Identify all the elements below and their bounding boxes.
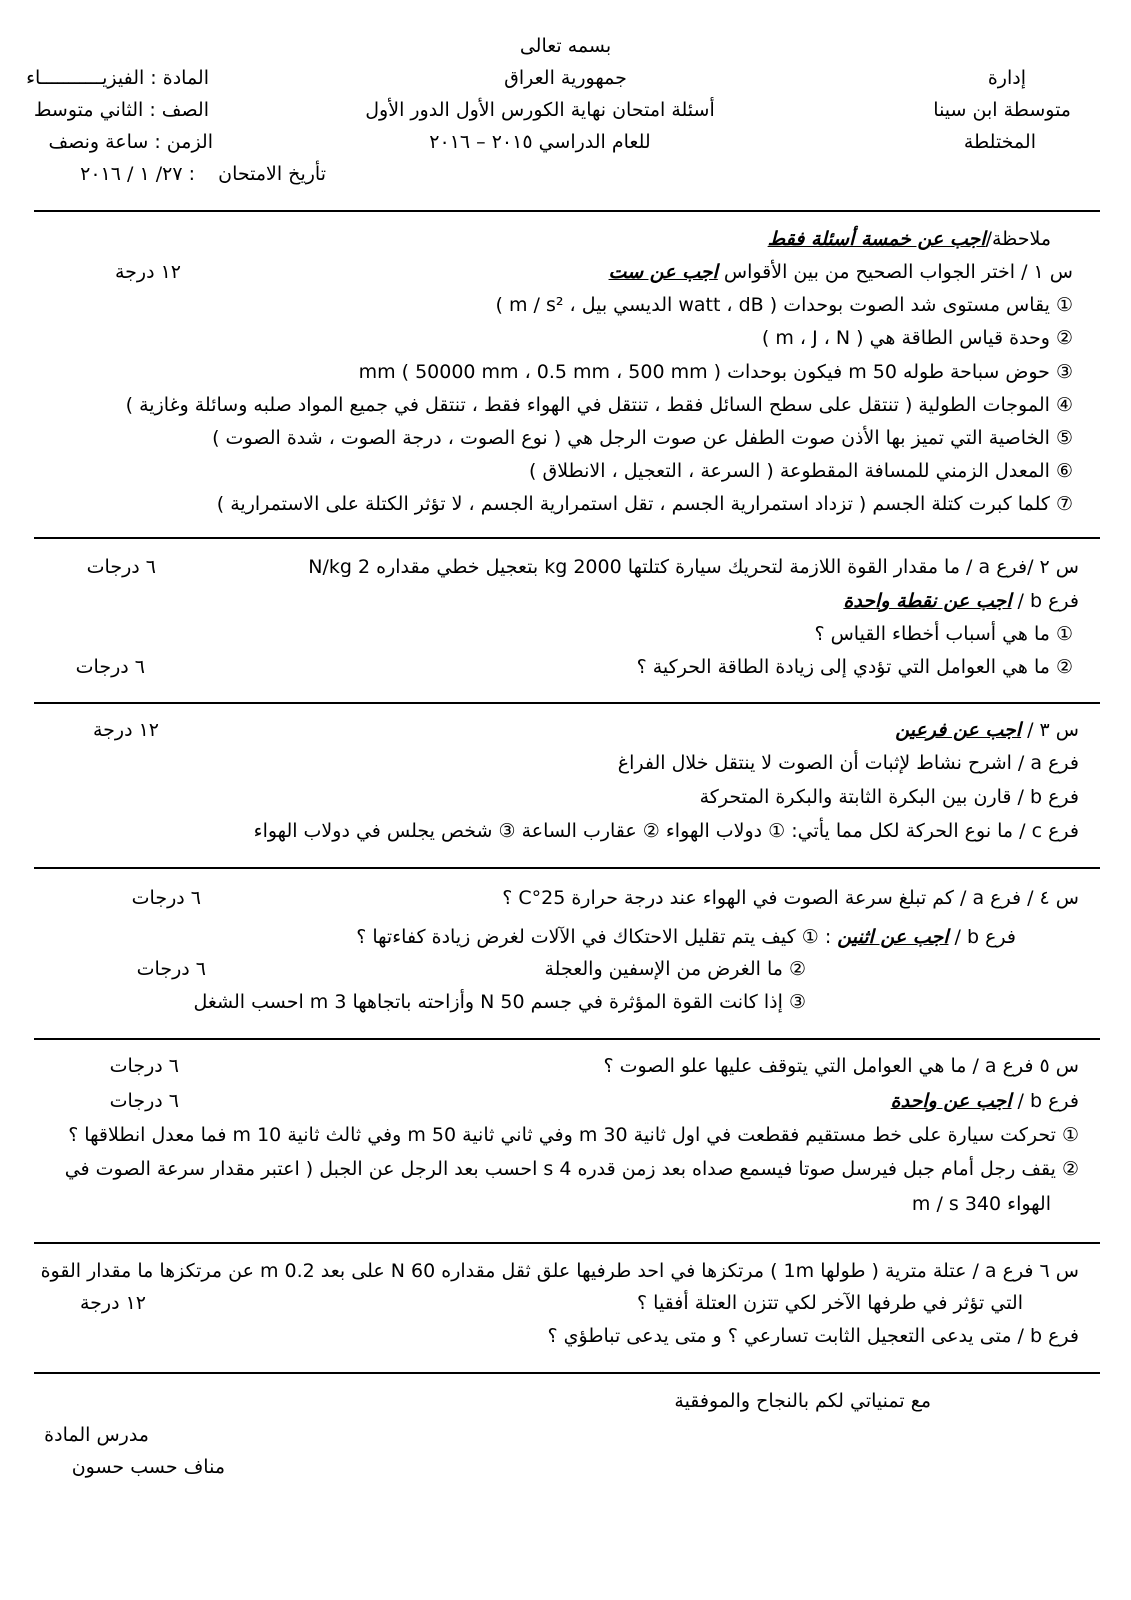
q2-part-b-instruction: اجب عن نقطة واحدة [843,590,1012,612]
q1-item-1 [496,294,1073,316]
divider [34,210,1100,212]
exam-date-label: تأريخ الامتحان [218,163,326,185]
grade: الصف : الثاني متوسط [33,99,209,121]
academic-year: للعام الدراسي ٢٠١٥ – ٢٠١٦ [429,131,651,153]
q6-part-b: فرع b / متى يدعى التعجيل الثابت تسارعي ؟ و متى يدعى تباطؤي ؟ [547,1325,1079,1347]
q1-mark: ١٢ درجة [114,261,181,283]
q5-item-2-continued: الهواء 340 m / s [911,1193,1051,1215]
q1-item-1-options: watt ، dB الديسي بيل ، m / s² ) [495,294,764,316]
q3-part-c: فرع c / ما نوع الحركة لكل مما يأتي: ① دولاب الهواء ② عقارب الساعة ③ شخص يجلس في دولاب الهواء [253,820,1079,842]
q2-mark-a: ٦ درجات [86,556,156,578]
q2-item-1: ① ما هي أسباب أخطاء القياس ؟ [814,623,1073,645]
q5-mark-b: ٦ درجات [109,1090,179,1112]
q3-mark: ١٢ درجة [92,719,159,741]
teacher-name: مناف حسب حسون [71,1456,225,1478]
teacher-label: مدرس المادة [44,1424,149,1446]
basmala: بسمه تعالى [519,35,612,57]
q4-mark-b: ٦ درجات [136,958,206,980]
q1-item-5: ⑤ الخاصية التي تميز بها الأذن صوت الطفل عن صوت الرجل هي ( نوع الصوت ، درجة الصوت ، شدة الصوت ) [212,427,1073,449]
subject: المادة : الفيزيـــــــــــاء [26,67,209,89]
q3-title-text: س ٣ / [1021,719,1079,741]
q3-instruction: اجب عن فرعين [895,719,1022,741]
q6-part-a: س ٦ فرع a / عتلة مترية ( طولها 1m ) مرتكزها في احد طرفيها علق ثقل مقداره 60 N على بعد 0.2 m عن مرتكزها ما مقدار القوة [40,1260,1079,1282]
q4-part-a: س ٤ / فرع a / كم تبلغ سرعة الصوت في الهواء عند درجة حرارة 25°C ؟ [502,887,1079,909]
q2-item-2: ② ما هي العوامل التي تؤدي إلى زيادة الطاقة الحركية ؟ [636,656,1073,678]
q4-part-b-instruction: اجب عن اثنين [837,926,949,948]
q5-item-2: ② يقف رجل أمام جبل فيرسل صوتا فيسمع صداه بعد زمن قدره 4 s احسب بعد الرجل عن الجبل ( اعتبر مقدار سرعة الصوت في [64,1158,1079,1180]
q6-mark: ١٢ درجة [79,1292,146,1314]
divider [34,702,1100,704]
q3-title [895,719,1079,741]
q2-mark-b: ٦ درجات [75,656,145,678]
exam-title: أسئلة امتحان نهاية الكورس الأول الدور الأول [365,99,715,121]
q6-part-a-continued: التي تؤثر في طرفها الآخر لكي تتزن العتلة أفقيا ؟ [637,1292,1023,1314]
q4-mark-a: ٦ درجات [131,887,201,909]
q5-part-b-label: فرع b / [1011,1090,1079,1112]
q1-item-7: ⑦ كلما كبرت كتلة الجسم ( تزداد استمرارية الجسم ، تقل استمرارية الجسم ، لا تؤثر الكتلة على الاستمرارية ) [216,493,1073,515]
note-label: ملاحظة/ [985,228,1051,250]
q1-item-6: ⑥ المعدل الزمني للمسافة المقطوعة ( السرعة ، التعجيل ، الانطلاق ) [529,460,1073,482]
divider [34,1038,1100,1040]
wishes: مع تمنياتي لكم بالنجاح والموفقية [674,1390,931,1412]
q2-part-b-label: فرع b / [1011,590,1079,612]
q5-mark-a: ٦ درجات [109,1055,179,1077]
q4-part-b-label: فرع b / [948,926,1016,948]
q1-item-3: ③ حوض سباحة طوله 50 m فيكون بوحدات mm ( 50000 mm ، 0.5 mm ، 500 mm ) [358,361,1073,383]
q3-part-b: فرع b / قارن بين البكرة الثابتة والبكرة المتحركة [699,786,1079,808]
q1-item-1-text: ① يقاس مستوى شد الصوت بوحدات ( [769,294,1073,316]
admin-label: إدارة [987,67,1026,89]
q1-item-2: ② وحدة قياس الطاقة هي ( m ، J ، N ) [761,327,1073,349]
q5-part-b-instruction: اجب عن واحدة [890,1090,1012,1112]
school-mixed: المختلطة [963,131,1036,153]
exam-duration: الزمن : ساعة ونصف [48,131,213,153]
q2-part-b [843,590,1079,612]
divider [34,867,1100,869]
q1-title-text: س ١ / اختر الجواب الصحيح من بين الأقواس [717,261,1073,283]
q5-part-a: س ٥ فرع a / ما هي العوامل التي يتوقف عليها علو الصوت ؟ [603,1055,1079,1077]
note-text: اجب عن خمسة أسئلة فقط [767,228,986,250]
q4-part-b [356,926,1016,948]
divider [34,537,1100,539]
divider [34,1242,1100,1244]
q5-part-b [891,1090,1079,1112]
divider [34,1372,1100,1374]
q5-item-1: ① تحركت سيارة على خط مستقيم فقطعت في اول ثانية 30 m وفي ثاني ثانية 50 m وفي ثالث ثانية 10 m فما معدل انطلاقها ؟ [68,1124,1079,1146]
republic-title: جمهورية العراق [504,67,627,89]
note [768,228,1051,250]
q4-item-3: ③ إذا كانت القوة المؤثرة في جسم 50 N وأزاحته باتجاهها 3 m احسب الشغل [193,991,806,1013]
school-name: متوسطة ابن سينا [933,99,1071,121]
q4-item-1: : ① كيف يتم تقليل الاحتكاك في الآلات لغرض زيادة كفاءتها ؟ [356,926,838,948]
q2-part-a: س ٢ /فرع a / ما مقدار القوة اللازمة لتحريك سيارة كتلتها 2000 kg بتعجيل خطي مقداره 2 N/kg [308,556,1079,578]
q4-item-2: ② ما الغرض من الإسفين والعجلة [544,958,806,980]
exam-date-value: : ٢٧/ ١ / ٢٠١٦ [80,163,195,185]
q1-instruction: اجب عن ست [608,261,718,283]
q3-part-a: فرع a / اشرح نشاط لإثبات أن الصوت لا ينتقل خلال الفراغ [617,752,1079,774]
q1-item-4: ④ الموجات الطولية ( تنتقل على سطح السائل فقط ، تنتقل في الهواء فقط ، تنتقل في جميع المواد صلبه وسائلة وغازية ) [125,394,1073,416]
q1-title [609,261,1073,283]
